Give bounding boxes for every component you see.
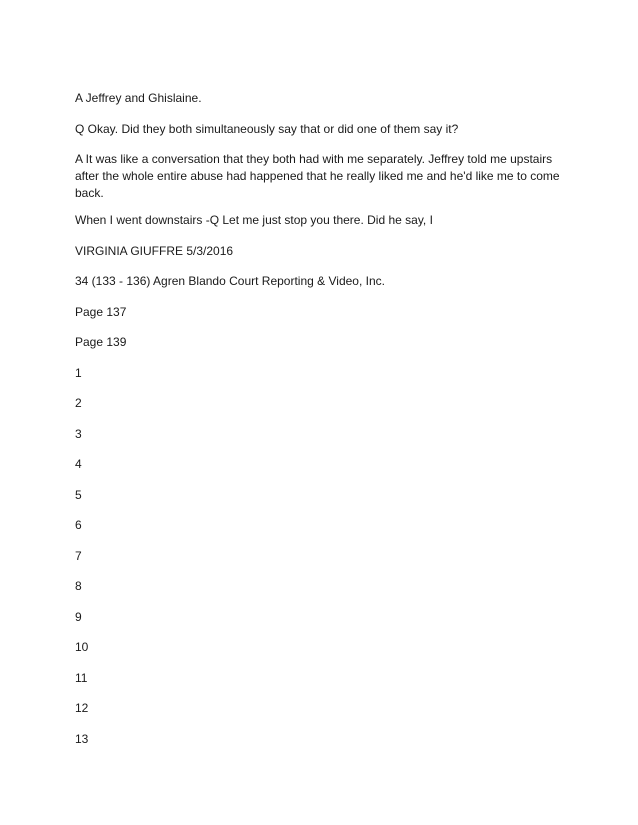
line-number: 8 — [75, 579, 82, 593]
answer-jeffrey-ghislaine: A Jeffrey and Ghislaine. — [75, 91, 202, 105]
line-number: 13 — [75, 732, 89, 746]
line-number: 9 — [75, 610, 82, 624]
line-number: 10 — [75, 640, 89, 654]
line-number: 1 — [75, 366, 82, 380]
line-number: 7 — [75, 549, 82, 563]
line-number: 3 — [75, 427, 82, 441]
line-number: 6 — [75, 518, 82, 532]
answer-conversation: A It was like a conversation that they both had with me separately. Jeffrey told me upstairs after the whole entire abuse had happened that he really liked me and he'd like me to come back. — [75, 152, 560, 200]
line-number: 11 — [75, 671, 88, 685]
question-simultaneously: Q Okay. Did they both simultaneously say that or did one of them say it? — [75, 122, 459, 136]
reporter-footer: 34 (133 - 136) Agren Blando Court Reporting & Video, Inc. — [75, 274, 385, 288]
page-label-137: Page 137 — [75, 305, 127, 319]
deponent-header: VIRGINIA GIUFFRE 5/3/2016 — [75, 244, 234, 258]
line-number: 12 — [75, 701, 89, 715]
question-stop-you-there: When I went downstairs -Q Let me just stop you there. Did he say, I — [75, 213, 433, 227]
line-number: 4 — [75, 457, 82, 471]
page-label-139: Page 139 — [75, 335, 127, 349]
line-number: 2 — [75, 396, 82, 410]
line-number: 5 — [75, 488, 82, 502]
